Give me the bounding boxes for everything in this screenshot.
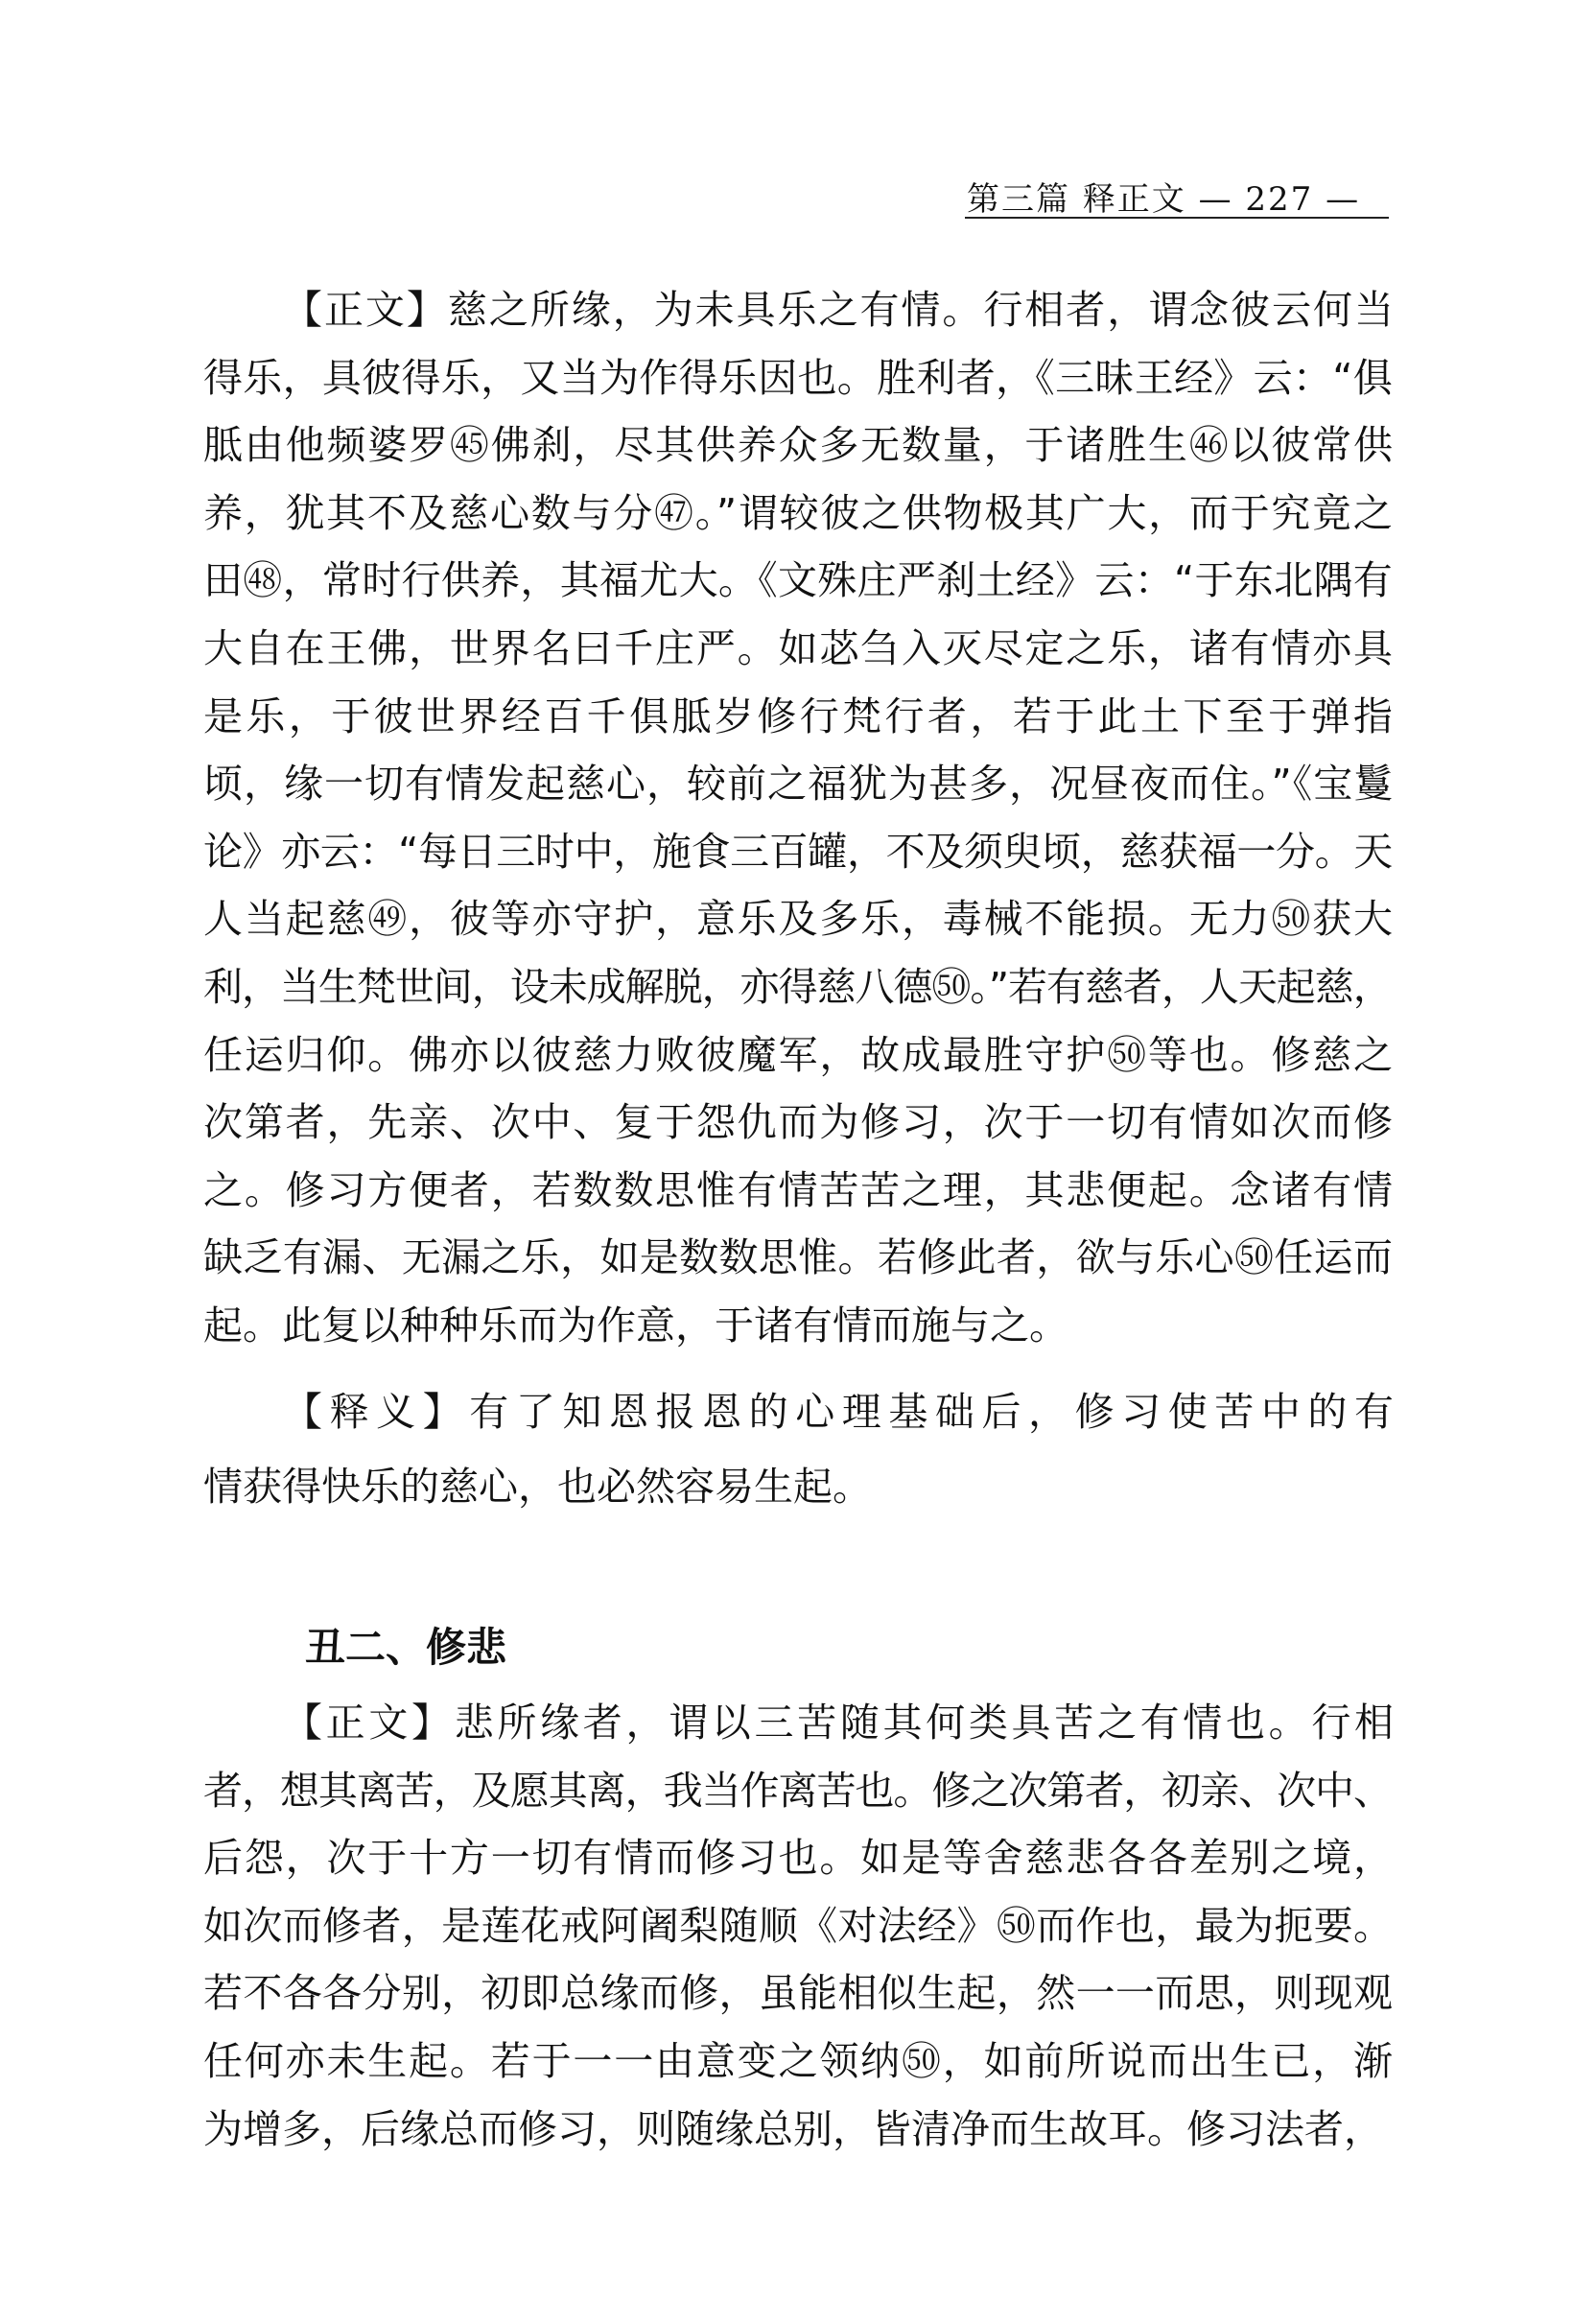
text-line: 养，犹其不及慈心数与分㊼。”谓较彼之供物极其广大，而于究竟之 bbox=[203, 489, 1395, 536]
text-line: 缺乏有漏、无漏之乐，如是数数思惟。若修此者，欲与乐心㊿任运而 bbox=[203, 1234, 1394, 1281]
text-line: 起。此复以种种乐而为作意，于诸有情而施与之。 bbox=[203, 1302, 1068, 1348]
text-line: 任运归仰。佛亦以彼慈力败彼魔军，故成最胜守护㊿等也。修慈之 bbox=[203, 1031, 1395, 1078]
text-line: 【释义】有了知恩报恩的心理基础后，修习使苦中的有 bbox=[283, 1389, 1401, 1435]
text-line: 是乐，于彼世界经百千俱胝岁修行梵行者，若于此土下至于弹指 bbox=[203, 692, 1396, 739]
text-line: 大自在王佛，世界名曰千庄严。如苾刍入灭尽定之乐，诸有情亦具 bbox=[203, 625, 1395, 671]
text-line: 人当起慈㊾，彼等亦守护，意乐及多乐，毒械不能损。无力㊿获大 bbox=[203, 896, 1395, 943]
text-line: 任何亦未生起。若于一一由意变之领纳㊿，如前所说而出生已，渐 bbox=[203, 2038, 1395, 2084]
text-line: 【正文】悲所缘者，谓以三苦随其何类具苦之有情也。行相 bbox=[283, 1700, 1397, 1746]
text-line: 【正文】慈之所缘，为未具乐之有情。行相者，谓念彼云何当 bbox=[283, 287, 1396, 333]
text-line: 顷，缘一切有情发起慈心，较前之福犹为甚多，况昼夜而住。”《宝鬘 bbox=[203, 761, 1395, 808]
header-rule bbox=[965, 217, 1389, 219]
text-line: 为增多，后缘总而修习，则随缘总别，皆清净而生故耳。修习法者， bbox=[203, 2105, 1383, 2152]
text-line: 情获得快乐的慈心，也必然容易生起。 bbox=[203, 1464, 872, 1510]
text-line: 田㊽，常时行供养，其福尤大。《文殊庄严刹土经》云：“于东北隅有 bbox=[203, 557, 1394, 604]
running-header: 第三篇 释正文 — 227 — bbox=[967, 180, 1361, 219]
text-line: 得乐，具彼得乐，又当为作得乐因也。胜利者，《三昧王经》云：“俱 bbox=[203, 354, 1394, 401]
text-line: 次第者，先亲、次中、复于怨仇而为修习，次于一切有情如次而修 bbox=[203, 1099, 1395, 1146]
section-heading: 丑二、修悲 bbox=[305, 1624, 507, 1671]
text-line: 者，想其离苦，及愿其离，我当作离苦也。修之次第者，初亲、次中、 bbox=[203, 1767, 1392, 1814]
text-line: 论》亦云：“每日三时中，施食三百罐，不及须臾顷，慈获福一分。天 bbox=[203, 828, 1393, 875]
text-line: 如次而修者，是莲花戒阿阇梨随顺《对法经》㊿而作也，最为扼要。 bbox=[203, 1902, 1394, 1949]
text-line: 之。修习方便者，若数数思惟有情苦苦之理，其悲便起。念诸有情 bbox=[203, 1166, 1395, 1213]
text-line: 若不各各分别，初即总缘而修，虽能相似生起，然一一而思，则现观 bbox=[203, 1970, 1394, 2017]
text-line: 后怨，次于十方一切有情而修习也。如是等舍慈悲各各差别之境， bbox=[203, 1835, 1395, 1882]
text-line: 胝由他频婆罗㊺佛刹，尽其供养众多无数量，于诸胜生㊻以彼常供 bbox=[203, 422, 1395, 469]
text-line: 利，当生梵世间，设未成解脱，亦得慈八德㊿。”若有慈者，人天起慈， bbox=[203, 964, 1392, 1010]
